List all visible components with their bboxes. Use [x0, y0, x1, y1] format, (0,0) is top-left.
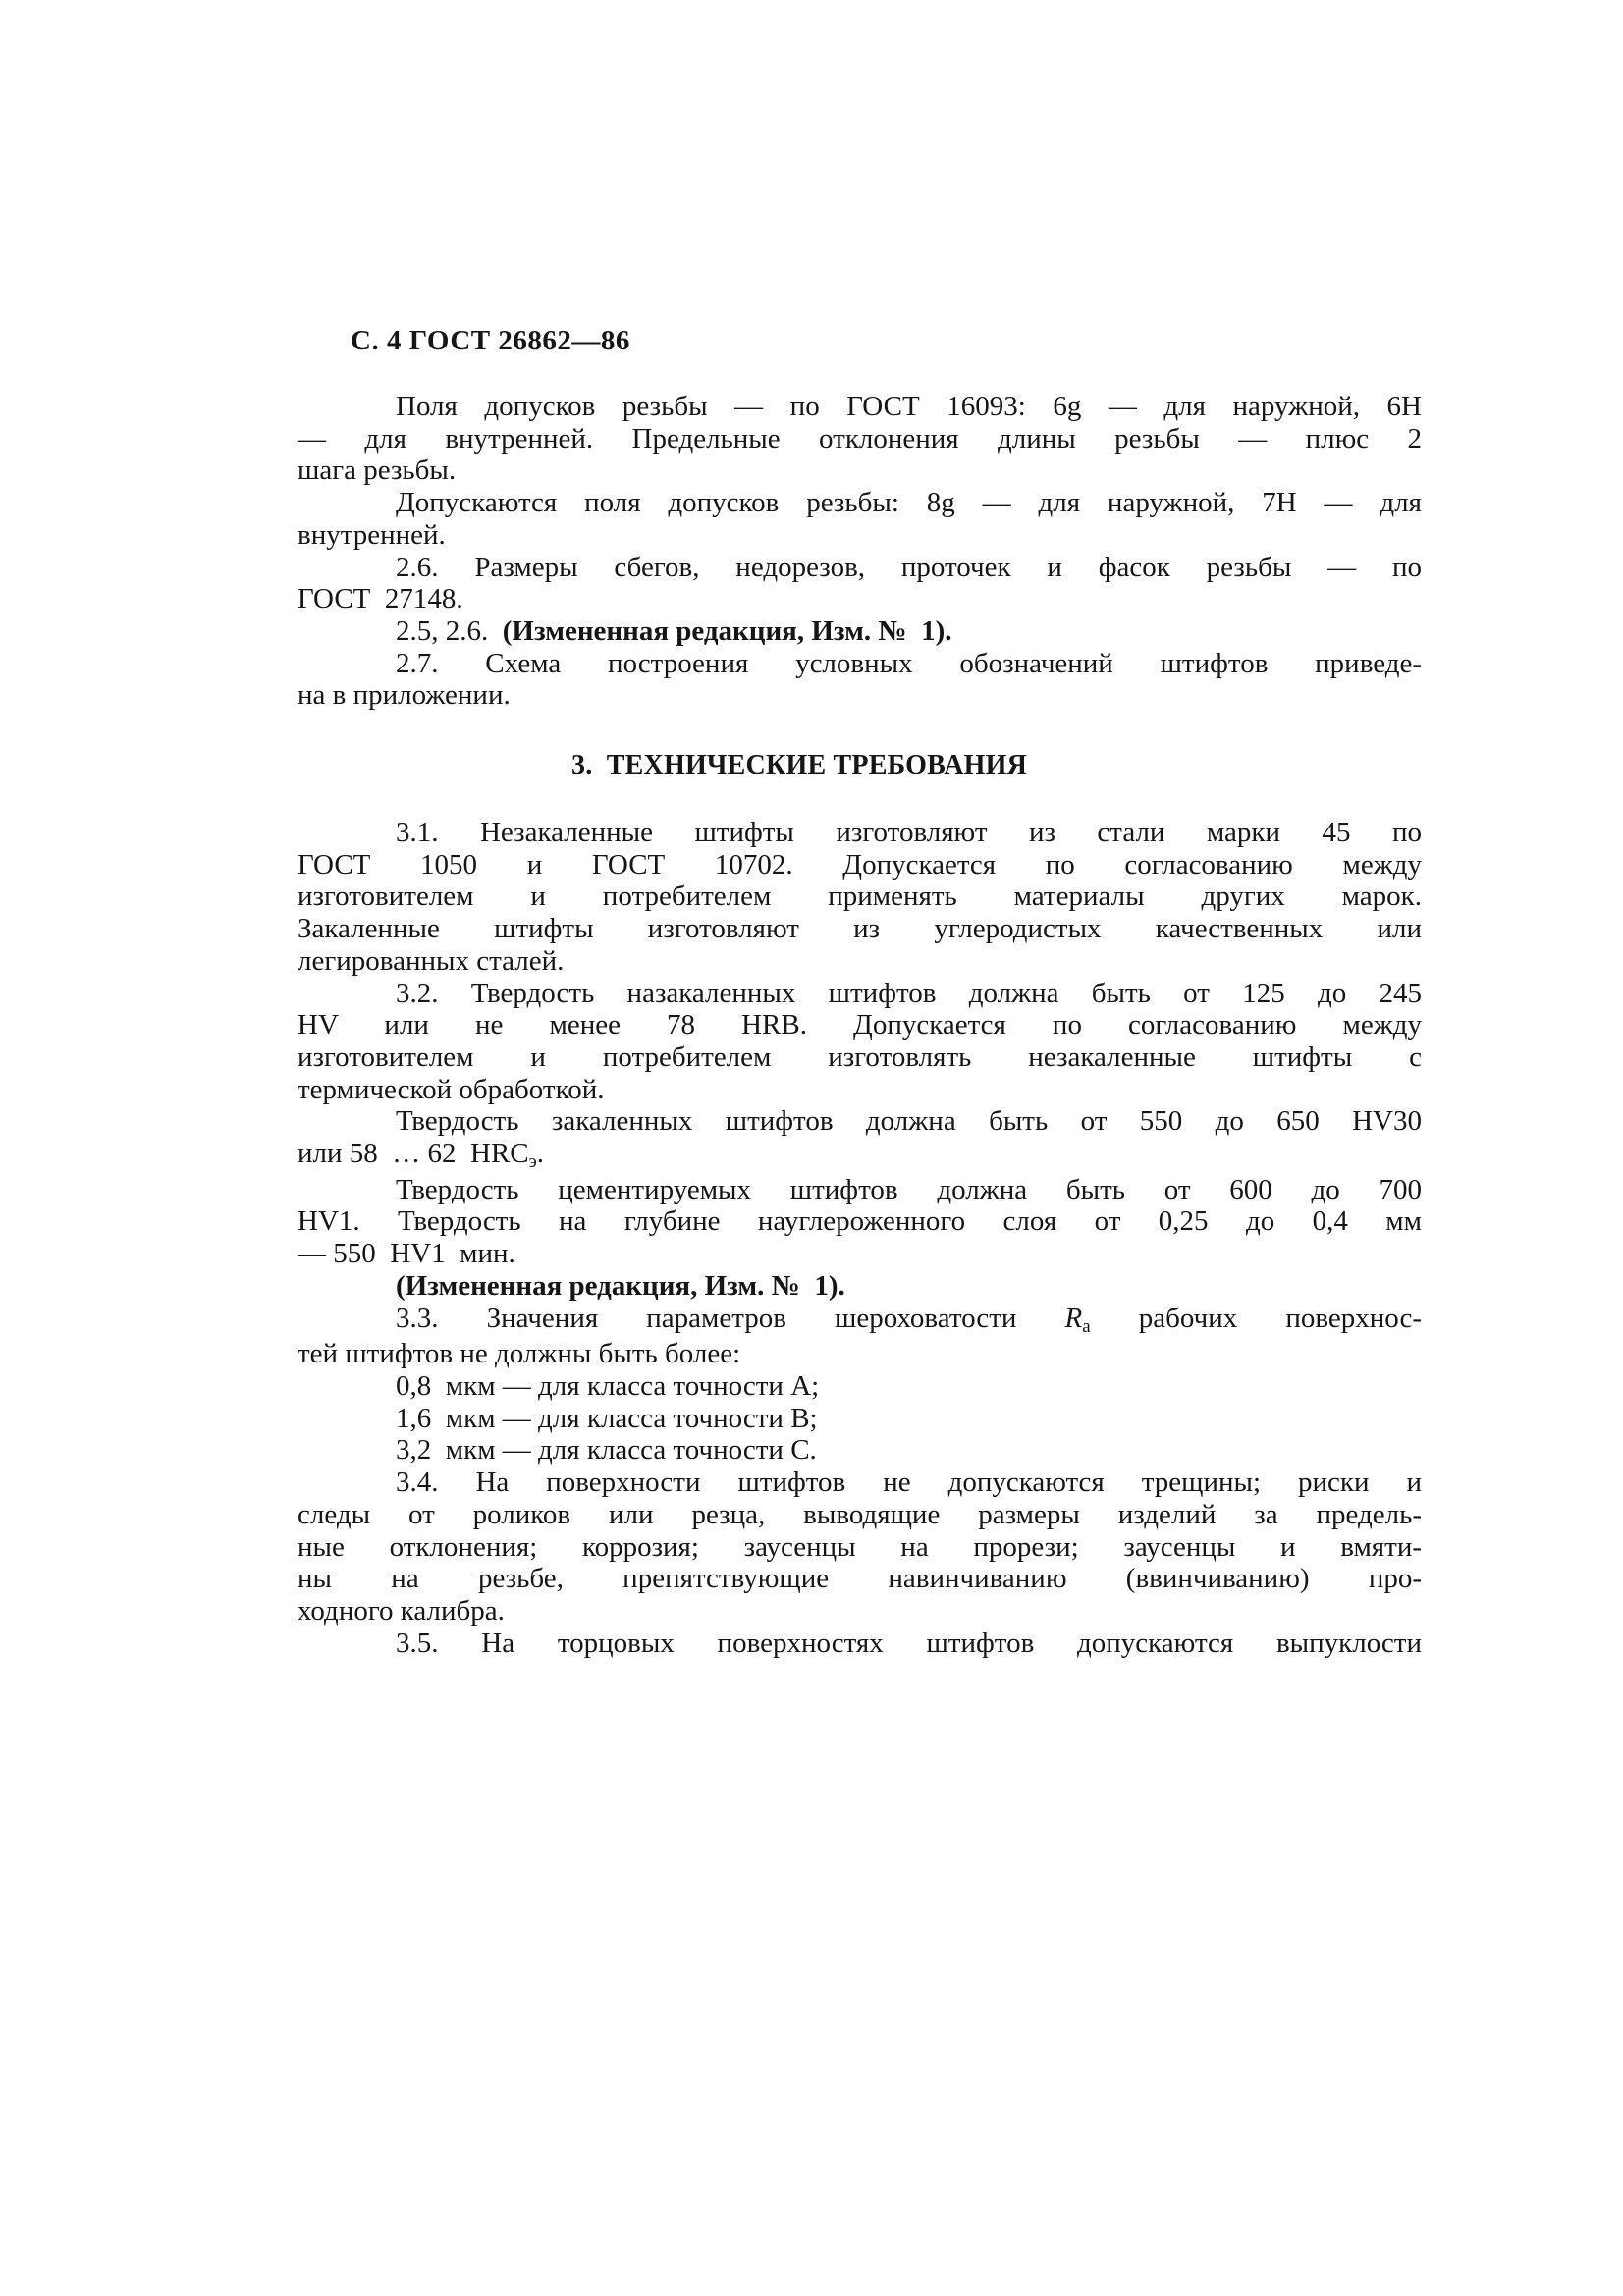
- text-line: [298, 1595, 1422, 1628]
- text-line: [298, 487, 1422, 519]
- text-run: 2.5, 2.6.: [396, 614, 503, 647]
- text-run: 2.6. Размеры сбегов, недорезов, проточек и фасок резьбы — по: [396, 551, 1422, 583]
- bold-text-run: (Измененная редакция, Изм. № 1).: [502, 614, 952, 647]
- text-run: легированных сталей.: [298, 944, 565, 977]
- text-run: следы от роликов или резца, выводящие размеры изделий за предель-: [298, 1498, 1422, 1530]
- para-3-4: [298, 1467, 1422, 1628]
- para-3-2: [298, 978, 1422, 1106]
- text-run: — 550 HV1 мин.: [298, 1238, 515, 1270]
- text-line: [298, 423, 1422, 455]
- text-run: 3.2. Твердость назакаленных штифтов должна быть от 125 до 245: [396, 977, 1422, 1009]
- text-line: [298, 1041, 1422, 1074]
- text-line: [298, 1563, 1422, 1595]
- text-line: [298, 1499, 1422, 1531]
- text-run: внутренней.: [298, 518, 446, 551]
- text-line: [298, 1138, 1422, 1174]
- text-run: или 58 … 62 HRC: [298, 1138, 529, 1170]
- text-run: 0,8 мкм — для класса точности А;: [396, 1369, 820, 1402]
- text-run: Закаленные штифты изготовляют из углеродистых качественных или: [298, 913, 1422, 945]
- text-line: [298, 1434, 1422, 1467]
- text-line: [298, 1238, 1422, 1270]
- text-line: [298, 1628, 1422, 1660]
- text-line: [298, 552, 1422, 584]
- text-line: [298, 679, 1422, 712]
- subscript-run: a: [1082, 1315, 1091, 1337]
- text-run: Твердость цементируемых штифтов должна быть от 600 до 700: [396, 1173, 1422, 1205]
- para-thread-tolerance: [298, 391, 1422, 487]
- text-line: [298, 913, 1422, 945]
- text-run: термической обработкой.: [298, 1073, 605, 1105]
- text-run: 1,6 мкм — для класса точности В;: [396, 1402, 818, 1434]
- text-line: [298, 1338, 1422, 1370]
- subscript-run: э: [528, 1151, 537, 1173]
- text-run: ходного калибра.: [298, 1594, 505, 1627]
- text-run: изготовителем и потребителем применять материалы других марок.: [298, 881, 1422, 913]
- section-3-heading: 3. ТЕХНИЧЕСКИЕ ТРЕБОВАНИЯ: [571, 750, 1028, 781]
- text-run: 2.7. Схема построения условных обозначений штифтов приведе-: [396, 647, 1422, 679]
- text-line: [298, 583, 1422, 615]
- list-roughness-class-b: [298, 1403, 1422, 1435]
- text-line: [298, 1531, 1422, 1564]
- text-line: [298, 1403, 1422, 1435]
- text-run: 3.5. На торцовых поверхностях штифтов допускаются выпуклости: [396, 1627, 1422, 1659]
- text-run: тей штифтов не должны быть более:: [298, 1338, 741, 1370]
- para-2-5-2-6-amended: [298, 615, 1422, 648]
- text-line: [298, 519, 1422, 552]
- text-run: изготовителем и потребителем изготовлять незакаленные штифты с: [298, 1041, 1422, 1073]
- text-run: на в приложении.: [298, 679, 511, 712]
- text-line: [298, 1205, 1422, 1238]
- text-run: 3,2 мкм — для класса точности С.: [396, 1434, 817, 1467]
- text-run: ные отклонения; коррозия; заусенцы на прорези; заусенцы и вмяти-: [298, 1530, 1422, 1563]
- text-line: [298, 978, 1422, 1010]
- text-run: шага резьбы.: [298, 454, 457, 487]
- text-run: ГОСТ 1050 и ГОСТ 10702. Допускается по согласованию между: [298, 848, 1422, 881]
- para-allowed-tolerance: [298, 487, 1422, 551]
- text-line: [298, 1370, 1422, 1403]
- text-run: ны на резьбе, препятствующие навинчиванию (ввинчиванию) про-: [298, 1563, 1422, 1595]
- text-line: [298, 391, 1422, 423]
- text-line: [298, 454, 1422, 487]
- text-run: 3.1. Незакаленные штифты изготовляют из стали марки 45 по: [396, 817, 1422, 849]
- text-line: [298, 1270, 1422, 1303]
- text-run: 3.3. Значения параметров шероховатости: [396, 1302, 1065, 1334]
- text-run: HV или не менее 78 HRB. Допускается по согласованию между: [298, 1009, 1422, 1041]
- text-run: рабочих поверхнос-: [1090, 1302, 1422, 1334]
- list-roughness-class-c: [298, 1434, 1422, 1467]
- para-3-5: [298, 1628, 1422, 1660]
- text-line: [298, 849, 1422, 881]
- para-cemented-hardness: [298, 1174, 1422, 1270]
- text-line: [298, 881, 1422, 913]
- text-line: [298, 648, 1422, 680]
- text-run: Допускаются поля допусков резьбы: 8g — для наружной, 7Н — для: [396, 487, 1422, 519]
- text-line: [298, 1074, 1422, 1106]
- text-line: [298, 1009, 1422, 1041]
- text-run: — для внутренней. Предельные отклонения длины резьбы — плюс 2: [298, 422, 1422, 454]
- text-run: .: [536, 1138, 545, 1170]
- bold-text-run: (Измененная редакция, Изм. № 1).: [396, 1269, 845, 1302]
- text-run: ГОСТ 27148.: [298, 583, 463, 615]
- text-line: [298, 1174, 1422, 1206]
- para-amended-note: [298, 1270, 1422, 1303]
- text-line: [298, 1303, 1422, 1339]
- text-line: [298, 1105, 1422, 1138]
- running-header: С. 4 ГОСТ 26862—86: [351, 325, 630, 356]
- text-run: Твердость закаленных штифтов должна быть от 550 до 650 HV30: [396, 1105, 1422, 1138]
- para-3-3: [298, 1303, 1422, 1370]
- list-roughness-class-a: [298, 1370, 1422, 1403]
- page-content: [298, 325, 1422, 1659]
- text-line: [298, 817, 1422, 849]
- para-2-7: [298, 648, 1422, 712]
- para-3-1: [298, 817, 1422, 978]
- text-run: 3.4. На поверхности штифтов не допускаются трещины; риски и: [396, 1467, 1422, 1499]
- text-line: [298, 945, 1422, 978]
- para-hardened-hardness: [298, 1105, 1422, 1173]
- italic-symbol: R: [1064, 1302, 1083, 1334]
- para-2-6: [298, 552, 1422, 615]
- text-line: [298, 1467, 1422, 1499]
- text-line: [298, 615, 1422, 648]
- document-body: [298, 391, 1422, 1659]
- text-run: HV1. Твердость на глубине науглероженного слоя от 0,25 до 0,4 мм: [298, 1205, 1422, 1238]
- text-run: Поля допусков резьбы — по ГОСТ 16093: 6g — для наружной, 6Н: [396, 391, 1422, 422]
